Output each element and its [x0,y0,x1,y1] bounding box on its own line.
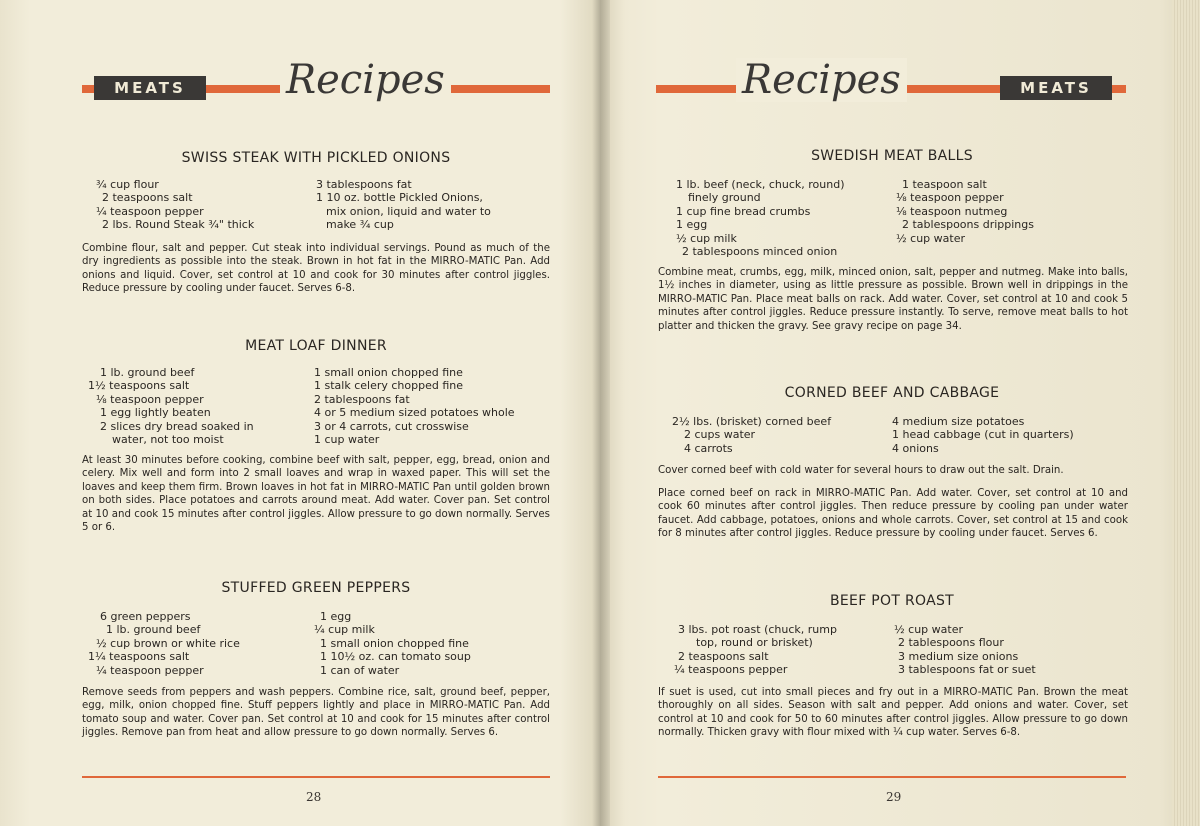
right-page-header [656,57,1126,103]
ingredient: 1½ teaspoons salt [88,379,190,393]
ingredient: 3 lbs. pot roast (chuck, rump [678,623,837,636]
right-page [600,0,1200,826]
recipe-directions: Combine flour, salt and pepper. Cut steak into individual servings. Pound as much of the dry ingredients as possible into the steak. Brown in hot fat in the MIRRO-MATIC Pan. Add onions and liquid. Cover, set control at 10 and cook for 30 minutes after control jiggles. Reduce pressure by cooling under faucet. Serves 6-8. [82,243,550,295]
ingredient: 4 medium size potatoes [892,415,1025,428]
ingredient: 1 lb. ground beef [100,366,195,379]
ingredient: ¼ teaspoon pepper [96,663,204,677]
ingredient: 1 lb. beef (neck, chuck, round) [676,178,845,191]
ingredient: ½ cup milk [676,231,737,245]
section-label: MEATS [94,76,206,100]
ingredient: 3 tablespoons fat or suet [898,663,1036,677]
recipe-title: CORNED BEEF AND CABBAGE [784,385,1000,401]
section-label: MEATS [1000,76,1112,100]
ingredient: 4 carrots [684,441,733,455]
ingredient: 1 lb. ground beef [106,623,201,637]
ingredients-col2 [892,415,1074,455]
ingredient: 2 tablespoons drippings [902,218,1034,232]
recipe-title: BEEF POT ROAST [830,593,954,609]
ingredient: 2 cups water [684,428,756,442]
recipe-title: MEAT LOAF DINNER [245,338,387,354]
ingredient: finely ground [688,191,761,205]
recipe-directions: If suet is used, cut into small pieces and fry out in a MIRRO-MATIC Pan. Brown the meat thoroughly on all sides. Season with salt and pepper. Add onions and water. Cover, set control at 10 and cook for 50 to 60 minutes after control jiggles. Allow pressure to go down normally. Thicken gravy with flour mixed with ¼ cup water. Serves 6-8. [658,687,1128,739]
ingredients-col1 [672,415,831,455]
ingredient: 2½ lbs. (brisket) corned beef [672,415,832,428]
left-page-header [82,57,550,103]
ingredient: 1 10½ oz. can tomato soup [320,650,471,664]
ingredient: 1 teaspoon salt [902,178,987,191]
header-recipes-word: Recipes [280,58,451,102]
ingredients-col2 [314,366,515,446]
ingredients-col1 [96,178,254,232]
ingredients-col1 [674,623,837,677]
ingredient: 1 10 oz. bottle Pickled Onions, [316,191,483,205]
ingredients-col2 [316,178,491,232]
ingredient: 2 tablespoons fat [314,392,410,406]
footer-rule [658,776,1126,778]
ingredient: 2 tablespoons minced onion [682,245,838,259]
ingredients-col1 [676,178,845,258]
ingredient: mix onion, liquid and water to [326,204,491,218]
ingredient: 2 tablespoons flour [898,636,1004,650]
ingredient: ½ cup water [894,623,963,636]
ingredient: make ¾ cup [326,218,394,232]
ingredient: 1 egg [676,218,708,232]
ingredient: ½ cup water [896,231,965,245]
page-number: 29 [886,790,902,804]
ingredient: ⅛ teaspoon pepper [896,191,1004,205]
ingredient: water, not too moist [112,433,224,447]
ingredient: ⅛ teaspoon nutmeg [896,204,1008,218]
ingredient: ¼ cup milk [314,623,375,637]
ingredient: 1 small onion chopped fine [314,366,463,379]
ingredient: 1 cup water [314,433,380,447]
ingredient: ¾ cup flour [96,178,159,191]
ingredient: ⅛ teaspoon pepper [96,392,204,406]
footer-rule [82,776,550,778]
recipe-directions: Combine meat, crumbs, egg, milk, minced onion, salt, pepper and nutmeg. Make into balls, 1½ inches in diameter, using as little pressure as possible. Brown well in drippings in the MIRRO-MATIC Pan. Place meat balls on rack. Add water. Cover, set control at 10 and cook 5 minutes after control jiggles. Reduce pressure instantly. To serve, remove meat balls to hot platter and thicken the gravy. See gravy recipe on page 34. [658,267,1128,332]
ingredient: 1 cup fine bread crumbs [676,204,811,218]
recipe-directions: At least 30 minutes before cooking, combine beef with salt, pepper, egg, bread, onion and celery. Mix well and form into 2 small loaves and wrap in waxed paper. This will set the loaves and keep them firm. Brown loaves in hot fat in MIRRO-MATIC Pan until golden brown on both sides. Place potatoes and carrots around meat. Add water. Cover pan. Set control at 10 and cook 15 minutes after control jiggles. Allow pressure to go down normally. Serves 5 or 6. [82,455,550,534]
header-recipes-word: Recipes [736,58,907,102]
ingredient: 1¼ teaspoons salt [88,650,190,664]
ingredients-col1 [88,366,254,446]
ingredient: 1 can of water [320,663,400,677]
ingredient: 1 egg lightly beaten [100,406,211,420]
ingredient: 2 teaspoons salt [102,191,193,205]
ingredient: 1 small onion chopped fine [320,636,469,650]
ingredient: 3 medium size onions [898,649,1019,663]
recipe-title: SWEDISH MEAT BALLS [811,148,973,164]
ingredient: 2 slices dry bread soaked in [100,419,254,433]
recipe-directions-continued: Place corned beef on rack in MIRRO-MATIC Pan. Add water. Cover, set control at 10 and cook 60 minutes after control jiggles. Then reduce pressure by cooling pan under water faucet. Add cabbage, potatoes, onions and whole carrots. Cover, set control at 15 and cook for 8 minutes after control jiggles. Reduce pressure by cooling under faucet. Serves 6. [658,488,1128,540]
ingredients-col2 [894,623,1036,677]
ingredient: 3 or 4 carrots, cut crosswise [314,419,469,433]
book-gutter-shadow [592,0,610,826]
ingredient: 2 teaspoons salt [678,649,769,663]
ingredient: 6 green peppers [100,610,191,623]
ingredient: ¼ teaspoons pepper [674,663,788,677]
ingredient: 3 tablespoons fat [316,178,412,191]
ingredient: 1 stalk celery chopped fine [314,379,463,393]
ingredient: 1 head cabbage (cut in quarters) [892,428,1074,442]
page-edges [1172,0,1200,826]
ingredients-col1 [88,610,240,677]
recipe-title: STUFFED GREEN PEPPERS [221,580,411,596]
ingredients-col2 [314,610,471,677]
ingredient: 4 onions [892,441,939,455]
ingredient: ½ cup brown or white rice [96,636,240,650]
recipe-directions: Cover corned beef with cold water for several hours to draw out the salt. Drain. [658,465,1064,476]
recipe-title: SWISS STEAK WITH PICKLED ONIONS [181,150,451,166]
recipe-directions: Remove seeds from peppers and wash peppers. Combine rice, salt, ground beef, pepper, egg, milk, onion chopped fine. Stuff peppers lightly and place in MIRRO-MATIC Pan. Add tomato soup and water. Cover pan. Set control at 10 and cook for 15 minutes after control jiggles. Remove pan from heat and allow pressure to go down normally. Serves 6. [82,687,550,739]
ingredient: 4 or 5 medium sized potatoes whole [314,406,515,420]
page-number: 28 [306,790,322,804]
ingredient: 1 egg [320,610,352,623]
ingredient: top, round or brisket) [696,636,813,650]
ingredient: ¼ teaspoon pepper [96,204,204,218]
ingredients-col2 [896,178,1034,245]
ingredient: 2 lbs. Round Steak ¾" thick [102,218,255,232]
